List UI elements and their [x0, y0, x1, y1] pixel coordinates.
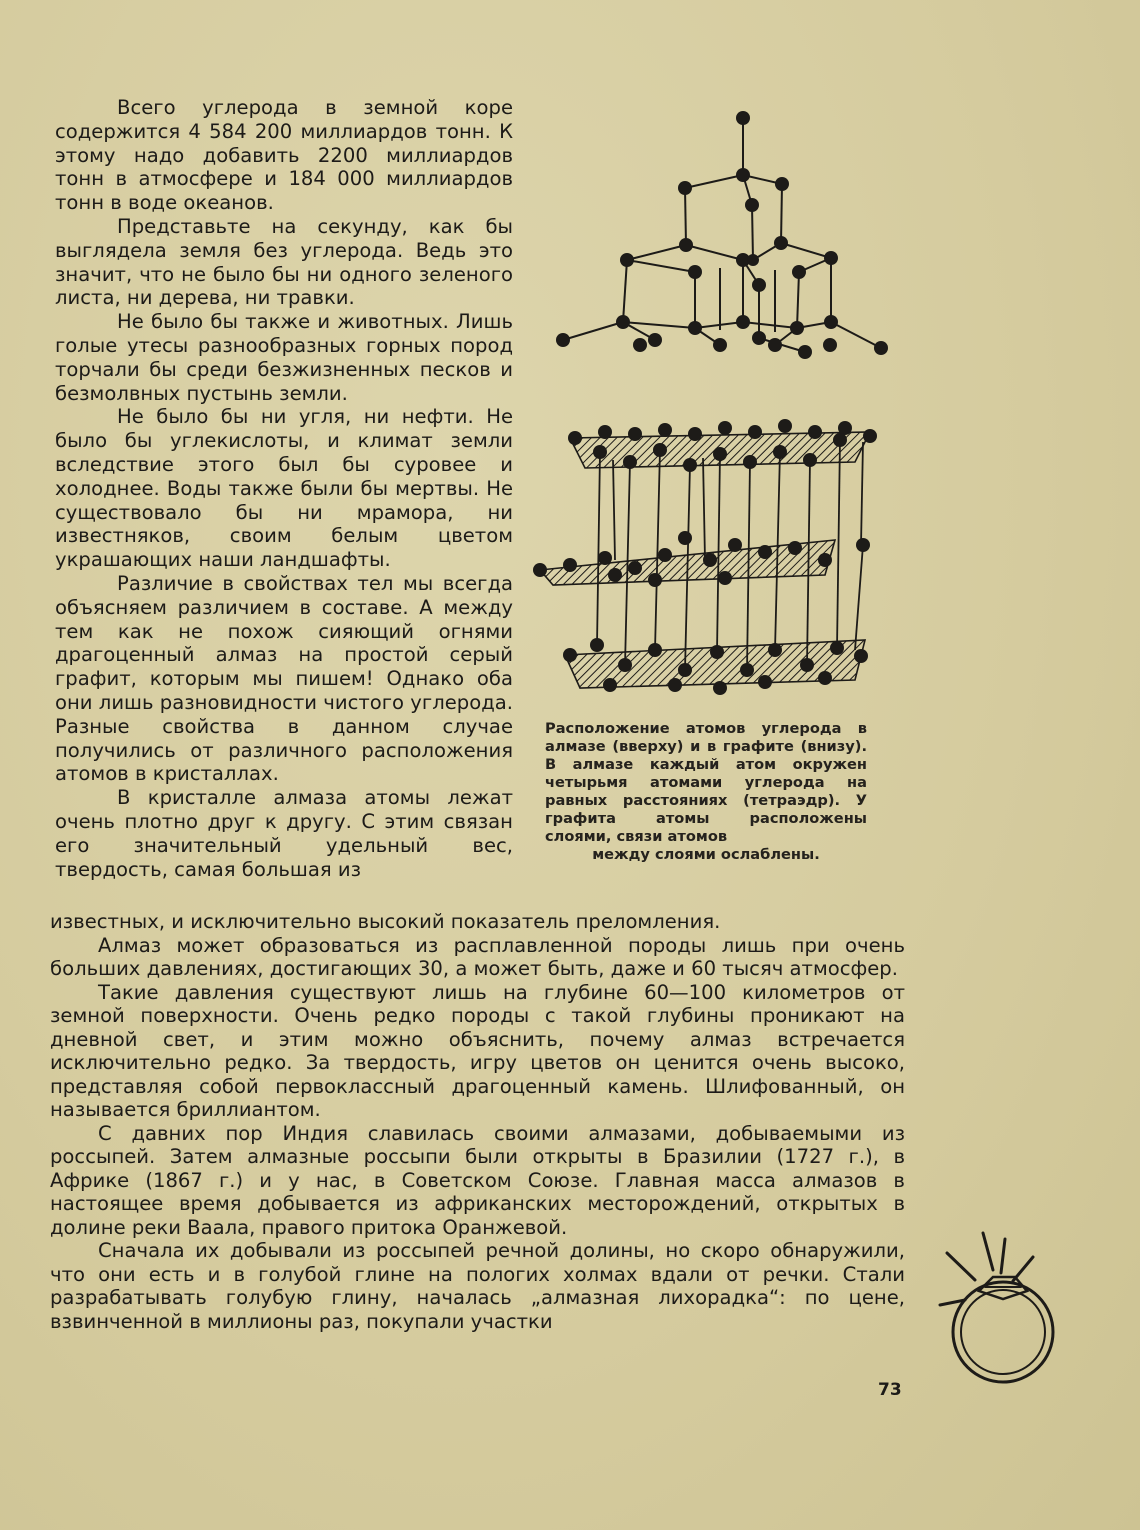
paragraph: Алмаз может образоваться из расплавленной породы лишь при очень больших давлениях, достигающих 30, а может быть, даже и 60 тысяч атмосфер.: [50, 933, 905, 980]
paragraph: Не было бы ни угля, ни нефти. Не было бы углекислоты, и климат земли вследствие этого был бы суровее и холоднее. Воды также были бы мертвы. Не существовало бы ни мрамора, ни известняков, своим белым цветом украшающих наши ландшафты.: [55, 405, 513, 572]
page-number: 73: [878, 1380, 902, 1400]
paragraph: Различие в свойствах тел мы всегда объясняем различием в составе. А между тем как не похож сияющий огнями драгоценный алмаз на простой серый графит, которым мы пишем! Однако оба они лишь разновидности чистого углерода. Разные свойства в данном случае получились от различного расположения атомов в кристаллах.: [55, 571, 513, 786]
full-width-text: [50, 910, 905, 1333]
paragraph: В кристалле алмаза атомы лежат очень плотно друг к другу. С этим связан его значительный удельный вес, твердость, самая большая из: [55, 786, 513, 881]
paragraph: С давних пор Индия славилась своими алмазами, добываемыми из россыпей. Затем алмазные россыпи были открыты в Бразилии (1727 г.), в Африке (1867 г.) и у нас, в Советском Союзе. Главная масса алмазов в настоящее время добывается из африканских месторождений, открытых в долине реки Ваала, правого притока Оранжевой.: [50, 1121, 905, 1239]
graphite-lattice-icon: [525, 410, 885, 700]
diamond-lattice-icon: [545, 100, 905, 360]
figure-caption: [545, 720, 867, 864]
paragraph: Сначала их добывали из россыпей речной долины, но скоро обнаружили, что они есть и в голубой глине на пологих холмах вдали от речки. Стали разрабатывать голубую глину, началась „алмазная лихорадка“: по цене, взвинченной в миллионы раз, покупали участки: [50, 1239, 905, 1333]
paragraph: Представьте на секунду, как бы выглядела земля без углерода. Ведь это значит, что не было бы ни одного зеленого листа, ни дерева, ни травки.: [55, 214, 513, 310]
caption-main: Расположение атомов углерода в алмазе (вверху) и в графите (внизу). В алмазе каждый атом окружен четырьмя атомами углерода на равных расстояниях (тетраэдр). У графита атомы расположены слоями, связи атомов: [545, 720, 867, 845]
paragraph: Не было бы также и животных. Лишь голые утесы разнообразных горных пород торчали бы среди безжизненных песков и безмолвных пустынь земли.: [55, 310, 513, 405]
paragraph: известных, и исключительно высокий показатель преломления.: [50, 910, 721, 933]
left-text-column: [55, 96, 513, 881]
caption-last-line: между слоями ослаблены.: [592, 846, 820, 863]
paragraph: Всего углерода в земной коре содержится 4 584 200 миллиардов тонн. К этому надо добавить 2200 миллиардов тонн в атмосфере и 184 000 миллиардов тонн в воде океанов.: [55, 96, 513, 215]
paragraph: Такие давления существуют лишь на глубине 60—100 километров от земной поверхности. Очень редко породы с такой глубины проникают на дневной свет, и этим можно объяснить, почему алмаз встречается исключительно редко. За твердость, игру цветов он ценится очень высоко, представляя собой первоклассный драгоценный камень. Шлифованный, он называется бриллиантом.: [50, 980, 905, 1121]
diamond-ring-icon: [935, 1225, 1065, 1385]
